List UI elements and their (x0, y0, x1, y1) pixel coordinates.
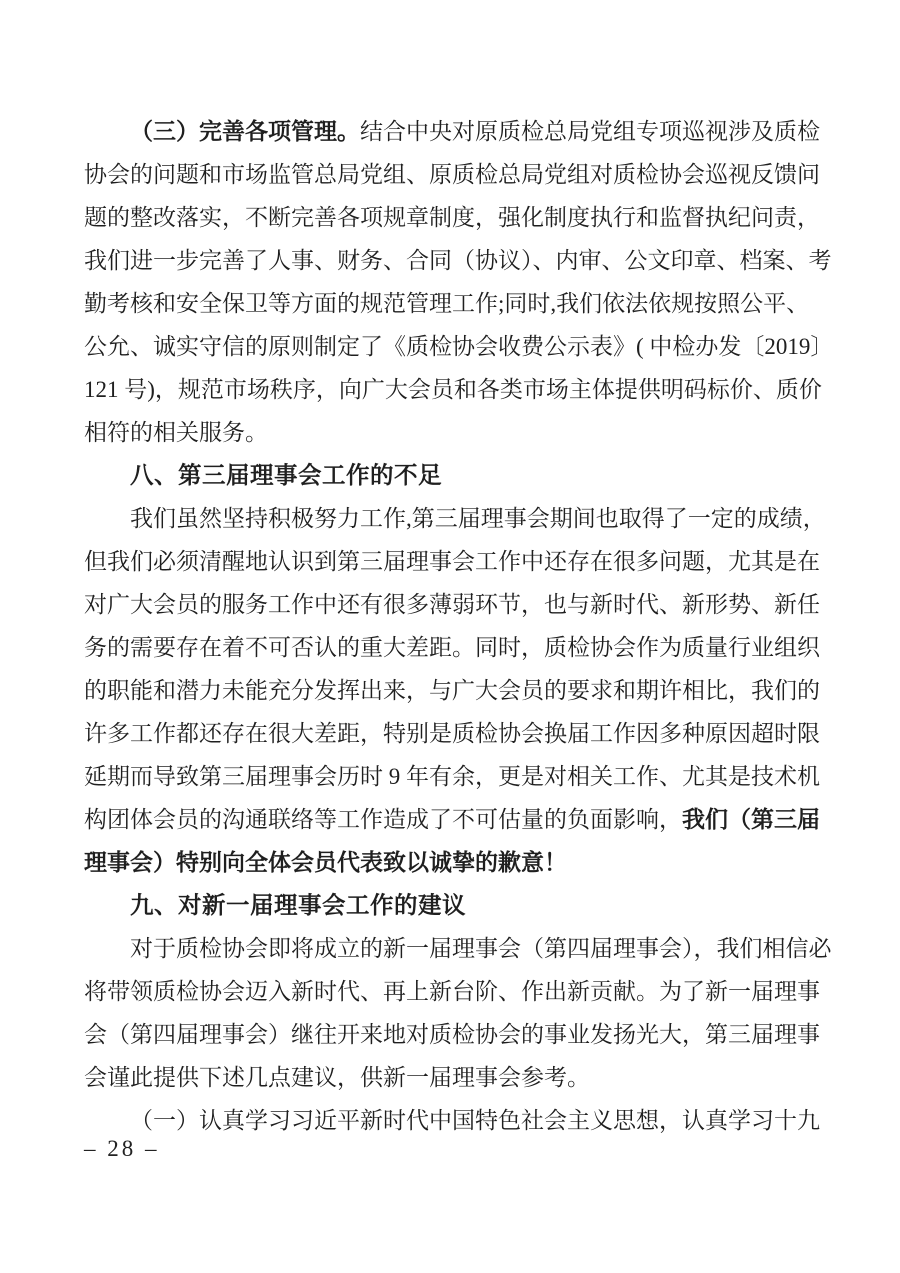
document-content (84, 110, 854, 1142)
text-line (84, 669, 854, 712)
text-line (84, 497, 854, 540)
text-segment: 会谨此提供下述几点建议，供新一届理事会参考。 (84, 1065, 590, 1090)
text-segment: 许多工作都还存在很大差距，特别是质检协会换届工作因多种原因超时限 (84, 721, 820, 746)
text-line (84, 282, 854, 325)
text-segment: 勤考核和安全保卫等方面的规范管理工作;同时,我们依法依规按照公平、 (84, 291, 810, 316)
text-segment: 理事会）特别向全体会员代表致以诚挚的歉意！ (84, 850, 567, 875)
text-line (84, 927, 854, 970)
text-line (84, 153, 854, 196)
text-line (84, 540, 854, 583)
text-segment: 八、第三届理事会工作的不足 (130, 462, 442, 488)
text-line (84, 368, 854, 411)
text-line (84, 970, 854, 1013)
text-line (84, 712, 854, 755)
text-segment: 121 号)，规范市场秩序，向广大会员和各类市场主体提供明码标价、质价 (84, 377, 822, 402)
text-segment: 的职能和潜力未能充分发挥出来，与广大会员的要求和期许相比，我们的 (84, 678, 820, 703)
text-segment: 公允、诚实守信的原则制定了《质检协会收费公示表》( 中检办发〔2019〕 (84, 334, 834, 359)
text-segment: 构团体会员的沟通联络等工作造成了不可估量的负面影响， (84, 807, 682, 832)
text-line (84, 239, 854, 282)
text-segment: 但我们必须清醒地认识到第三届理事会工作中还存在很多问题，尤其是在 (84, 549, 820, 574)
text-segment: 结合中央对原质检总局党组专项巡视涉及质检 (360, 119, 820, 144)
section-heading (84, 454, 854, 497)
text-line (84, 1099, 854, 1142)
text-line (84, 626, 854, 669)
text-segment: 我们（第三届 (682, 807, 820, 832)
text-segment: 我们虽然坚持积极努力工作,第三届理事会期间也取得了一定的成绩， (130, 506, 826, 531)
text-segment: 九、对新一届理事会工作的建议 (130, 892, 466, 918)
text-line (84, 196, 854, 239)
text-line (84, 110, 854, 153)
text-segment: （一）认真学习习近平新时代中国特色社会主义思想，认真学习十九 (130, 1108, 820, 1133)
text-line (84, 841, 854, 884)
text-line (84, 325, 854, 368)
text-segment: （三）完善各项管理。 (130, 119, 360, 144)
text-line (84, 755, 854, 798)
text-segment: 对于质检协会即将成立的新一届理事会（第四届理事会），我们相信必 (130, 936, 832, 961)
text-segment: 相符的相关服务。 (84, 420, 268, 445)
text-segment: 题的整改落实，不断完善各项规章制度，强化制度执行和监督执纪问责， (84, 205, 820, 230)
text-segment: 对广大会员的服务工作中还有很多薄弱环节，也与新时代、新形势、新任 (84, 592, 820, 617)
text-segment: 协会的问题和市场监管总局党组、原质检总局党组对质检协会巡视反馈问 (84, 162, 820, 187)
section-heading (84, 884, 854, 927)
text-line (84, 1056, 854, 1099)
text-line (84, 798, 854, 841)
text-segment: 将带领质检协会迈入新时代、再上新台阶、作出新贡献。为了新一届理事 (84, 979, 820, 1004)
text-segment: 我们进一步完善了人事、财务、合同（协议）、内审、公文印章、档案、考 (84, 248, 832, 273)
text-segment: 务的需要存在着不可否认的重大差距。同时，质检协会作为质量行业组织 (84, 635, 820, 660)
page-number: – 28 – (84, 1136, 160, 1161)
text-segment: 延期而导致第三届理事会历时 9 年有余，更是对相关工作、尤其是技术机 (84, 764, 820, 789)
text-line (84, 583, 854, 626)
text-segment: 会（第四届理事会）继往开来地对质检协会的事业发扬光大，第三届理事 (84, 1022, 820, 1047)
text-line (84, 411, 854, 454)
text-line (84, 1013, 854, 1056)
